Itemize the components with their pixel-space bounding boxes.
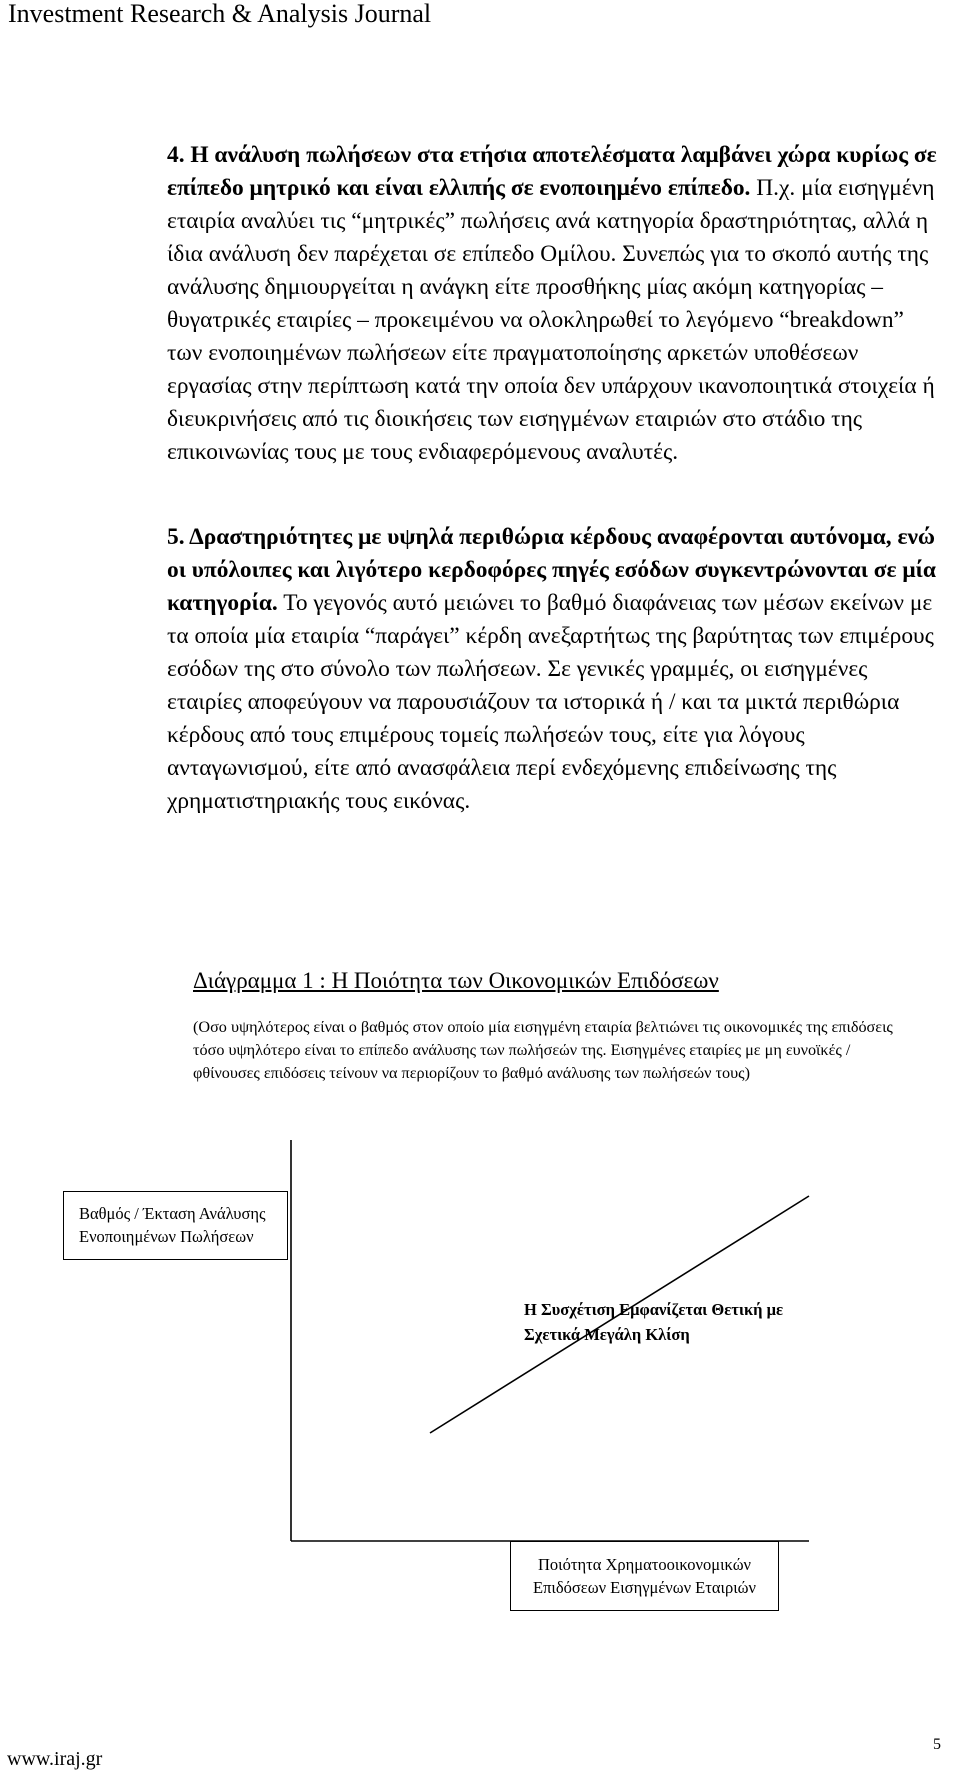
page-number: 5 (933, 1736, 941, 1753)
correlation-label (524, 1297, 783, 1347)
section-4-body: Π.χ. μία εισηγμένη εταιρία αναλύει τις “μητρικές” πωλήσεις ανά κατηγορία δραστηριότητας, αλλά η ίδια ανάλυση δεν παρέχεται σε επίπεδο Ομίλου. Συνεπώς για το σκοπό αυτής της ανάλυσης δημιουργείται η ανάγκη είτε προσθήκης μίας ακόμη κατηγορίας – θυγατρικές εταιρίες – προκειμένου να ολοκληρωθεί το λεγόμενο “breakdown” των ενοποιημένων πωλήσεων είτε πραγματοποίησης αρκετών υποθέσεων εργασίας στην περίπτωση κατά την οποία δεν υπάρχουν ικανοποιητικά στοιχεία ή διευκρινήσεις από τις διοικήσεις των εισηγμένων εταιριών στο στάδιο της επικοινωνίας τους με τους ενδιαφερόμενους αναλυτές. (167, 175, 935, 465)
x-axis-label-box (510, 1541, 779, 1611)
x-axis-label-line1: Ποιότητα Χρηματοοικονομικών (537, 1555, 752, 1574)
footer-url: www.iraj.gr (7, 1748, 103, 1770)
y-axis-label-line1: Βαθμός / Έκταση Ανάλυσης (79, 1204, 266, 1223)
figure-title: Διάγραμμα 1 : Η Ποιότητα των Οικονομικών Επιδόσεων (193, 968, 719, 993)
section-5-heading: 5. Δραστηριότητες με υψηλά περιθώρια κέρδους αναφέρονται αυτόνομα, ενώ οι υπόλοιπες και λιγότερο κερδοφόρες πηγές εσόδων συγκεντρώνονται σε μία κατηγορία. (167, 524, 936, 616)
journal-title: Investment Research & Analysis Journal (8, 0, 432, 28)
section-4-heading: 4. Η ανάλυση πωλήσεων στα ετήσια αποτελέσματα λαμβάνει χώρα κυρίως σε επίπεδο μητρικό και είναι ελλιπής σε ενοποιημένο επίπεδο. (167, 142, 937, 201)
correlation-label-line2: Σχετικά Μεγάλη Κλίση (524, 1325, 690, 1344)
x-axis-label-line2: Επιδόσεων Εισηγμένων Εταιριών (533, 1578, 756, 1597)
y-axis-label-line2: Ενοποιημένων Πωλήσεων (79, 1227, 254, 1246)
correlation-label-line1: Η Συσχέτιση Εμφανίζεται Θετική με (524, 1300, 784, 1319)
y-axis-label-box (63, 1191, 288, 1260)
section-5-body: Το γεγονός αυτό μειώνει το βαθμό διαφάνειας των μέσων εκείνων με τα οποία μία εταιρία “παράγει” κέρδη ανεξαρτήτως της βαρύτητας των επιμέρους εσόδων της στο σύνολο των πωλήσεων. Σε γενικές γραμμές, οι εισηγμένες εταιρίες αποφεύγουν να παρουσιάζουν τα ιστορικά ή / και τα μικτά περιθώρια κέρδους από τους επιμέρους τομείς πωλήσεών τους, είτε για λόγους ανταγωνισμού, είτε από ανασφάλεια περί ενδεχόμενης επιδείνωσης της χρηματιστηριακής τους εικόνας. (167, 590, 934, 814)
figure-caption: (Οσο υψηλότερος είναι ο βαθμός στον οποίο μία εισηγμένη εταιρία βελτιώνει τις οικονομικές της επιδόσεις τόσο υψηλότερο είναι το επίπεδο ανάλυσης των πωλήσεών της. Εισηγμένες εταιρίες με μη ευνοϊκές / φθίνουσες επιδόσεις τείνουν να περιορίζουν το βαθμό ανάλυσης των πωλήσεών τους) (193, 1018, 893, 1082)
